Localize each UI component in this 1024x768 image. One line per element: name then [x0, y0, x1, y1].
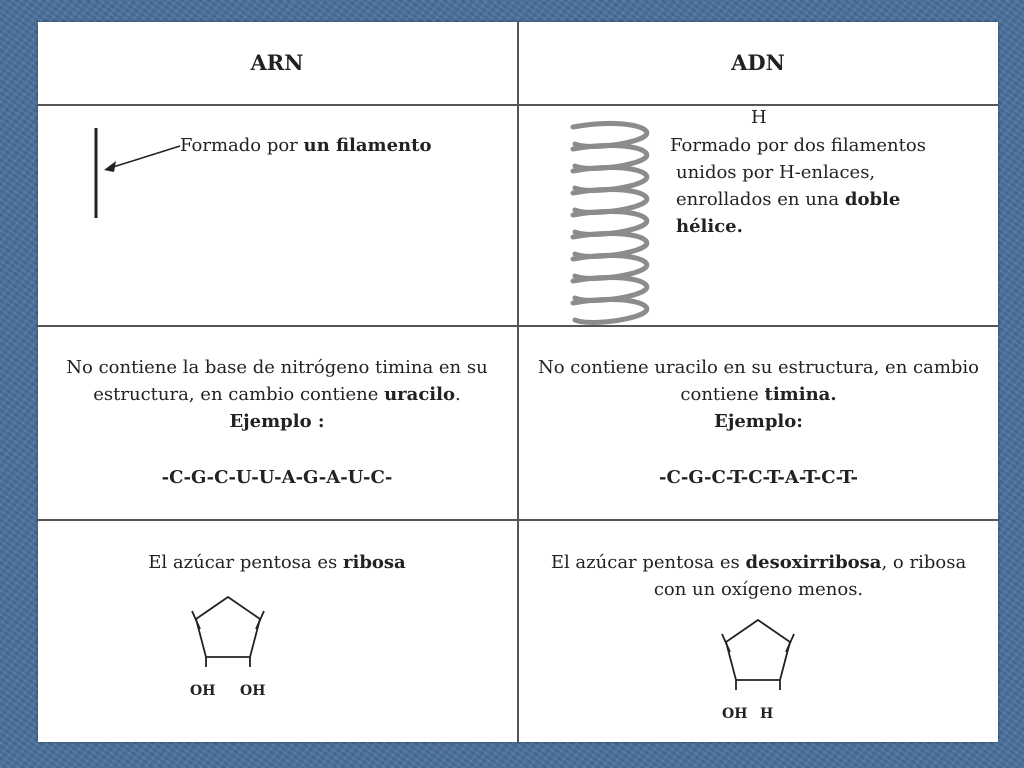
- deoxyribose-pentagon: [726, 620, 790, 680]
- ribose-oh-left: OH: [190, 683, 216, 699]
- arn-sugar-text: [38, 549, 516, 576]
- arn-sugar-bold: ribosa: [343, 552, 406, 573]
- adn-sugar-text: [519, 549, 998, 603]
- deoxyribose-ring-diagram: [708, 610, 828, 730]
- deoxyribose-oh: OH: [722, 706, 748, 722]
- deoxyribose-bond-right: [786, 634, 794, 652]
- adn-sugar-prefix: El azúcar pentosa es: [550, 552, 746, 573]
- adn-sugar-bold: desoxirribosa: [745, 552, 882, 573]
- pointer-arrow-line: [110, 146, 180, 168]
- arn-example-label: [38, 408, 516, 435]
- arn-strand-prefix: Formado por: [180, 135, 304, 156]
- helix-coils: [573, 123, 647, 322]
- deoxyribose-bond-left: [722, 634, 730, 652]
- arn-base-line-1: No contiene la base de nitrógeno timina en su: [66, 357, 488, 378]
- deoxyribose-h: H: [760, 706, 774, 722]
- helix-coil-9: [573, 299, 647, 322]
- adn-strand-line-3-text: enrollados en una: [676, 189, 845, 210]
- adn-example-label: [519, 408, 998, 435]
- arn-base-bold: uracilo: [384, 384, 455, 405]
- adn-example-label-text: Ejemplo:: [714, 411, 803, 432]
- arn-strand-text: [180, 132, 431, 159]
- adn-sequence-text: -C-G-C-T-C-T-A-T-C-T-: [659, 467, 858, 488]
- adn-sugar-line-2: con un oxígeno menos.: [653, 579, 864, 600]
- ribose-ring-diagram: [178, 587, 298, 707]
- adn-sugar-line-1: [519, 549, 998, 576]
- arn-sequence-text: -C-G-C-U-U-A-G-A-U-C-: [161, 467, 393, 488]
- row-divider-2: [38, 519, 998, 521]
- comparison-table: [38, 22, 998, 742]
- adn-strand-bold-helice: hélice.: [676, 216, 743, 237]
- ribose-ring: [192, 597, 264, 667]
- arn-base-line-2: [38, 381, 516, 408]
- adn-base-bold: timina.: [764, 384, 837, 405]
- ribose-oh-right: OH: [240, 683, 266, 699]
- adn-strand-line-1: Formado por dos filamentos: [670, 135, 926, 156]
- adn-strand-line-4: [670, 213, 926, 240]
- adn-base-line-1: No contiene uracilo en su estructura, en cambio: [538, 357, 979, 378]
- adn-base-text: [519, 354, 998, 435]
- deoxyribose-ring: [722, 620, 794, 690]
- header-adn: ADN: [731, 50, 785, 75]
- header-arn: ARN: [250, 50, 304, 75]
- adn-strand-line-3: [670, 186, 926, 213]
- arn-base-text: [38, 354, 516, 435]
- hydrogen-label: H: [751, 107, 767, 128]
- arn-sequence: [38, 464, 516, 491]
- adn-strand-text: [670, 132, 926, 240]
- adn-strand-bold-doble: doble: [844, 189, 901, 210]
- ribose-pentagon: [196, 597, 260, 657]
- adn-sequence: [519, 464, 998, 491]
- arn-sugar-prefix: El azúcar pentosa es: [148, 552, 343, 573]
- arn-base-line-2-prefix: estructura, en cambio contiene: [93, 384, 385, 405]
- arn-example-label-text: Ejemplo :: [229, 411, 325, 432]
- adn-base-line-2-prefix: contiene: [680, 384, 765, 405]
- pointer-arrow-head: [104, 161, 116, 172]
- adn-strand-line-2: unidos por H-enlaces,: [676, 162, 876, 183]
- arn-base-line-2-suffix: .: [454, 384, 461, 405]
- ribose-bond-right: [256, 611, 264, 629]
- adn-sugar-suffix: , o ribosa: [881, 552, 967, 573]
- ribose-bond-left: [192, 611, 200, 629]
- adn-base-line-2: [519, 381, 998, 408]
- arn-strand-bold: un filamento: [303, 135, 432, 156]
